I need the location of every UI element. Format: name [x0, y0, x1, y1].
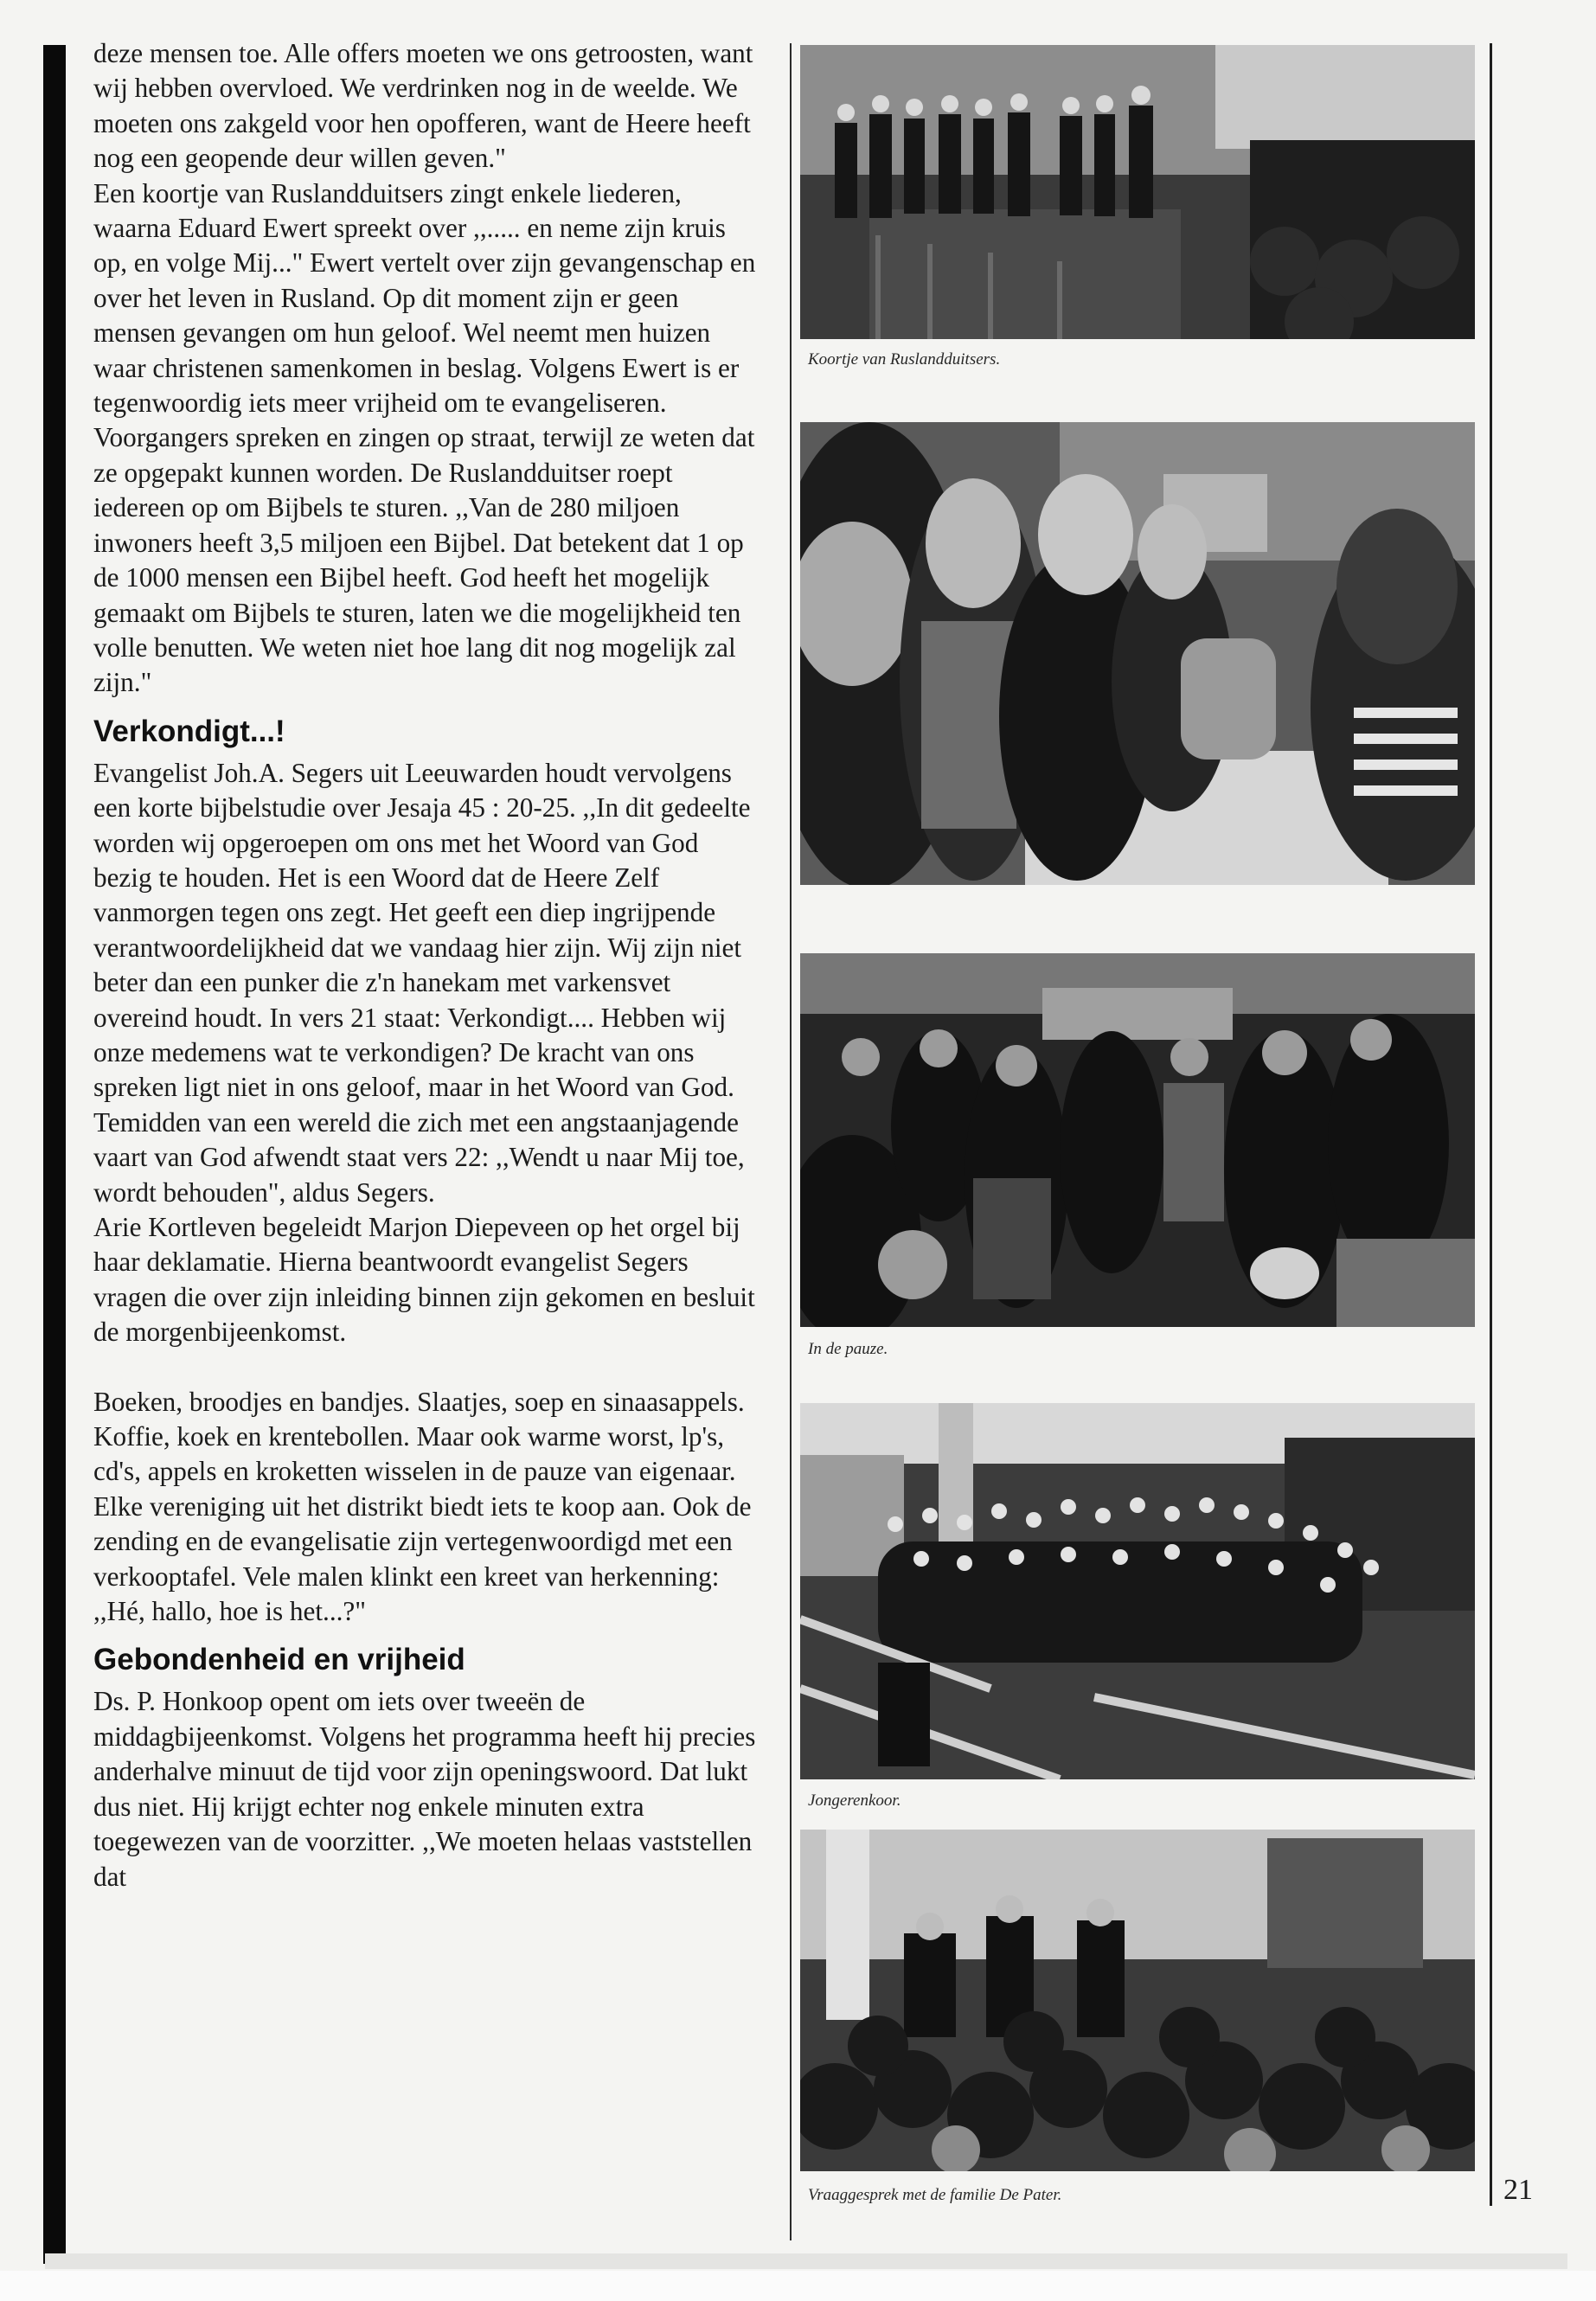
photo-interview-de-pater: [800, 1830, 1475, 2171]
article-paragraph-kortleven: Arie Kortleven begeleidt Marjon Diepeveen op het orgel bij haar deklamatie. Hierna beantwoordt evangelist Segers vragen die over zijn inleiding binnen zijn gekomen en besluit de morgenbijeenkomst.: [93, 1212, 755, 1348]
article-paragraph-honkoop: Ds. P. Honkoop opent om iets over tweeën de middagbijeenkomst. Volgens het programma heeft hij precies anderhalve minuut de tijd voor zijn openingswoord. Dat lukt dus niet. Hij krijgt echter nog enkele minuten extra toegewezen van de voorzitter. ,,We moeten helaas vaststellen dat: [93, 1686, 756, 1892]
photo-pause-image: [800, 953, 1475, 1327]
section-heading-verkondigt: Verkondigt...!: [93, 714, 285, 748]
paragraph-gap: [93, 1350, 760, 1385]
scan-bottom-edge: [0, 2271, 1596, 2301]
photo-interview-image: [800, 1830, 1475, 2171]
section-heading-gebondenheid: Gebondenheid en vrijheid: [93, 1643, 465, 1677]
caption-photo-4: Jongerenkoor.: [808, 1791, 901, 1810]
article-paragraph-intro-2: Een koortje van Ruslandduitsers zingt enkele liederen, waarna Eduard Ewert spreekt over ,,..... en neme zijn kruis op, en volge Mij..." Ewert vertelt over zijn gevangenschap en over het leven in Rusland. Op dit moment zijn er geen mensen gevangen om hun geloof. Wel neemt men huizen waar christenen samenkomen in beslag. Volgens Ewert is er tegenwoordig iets meer vrijheid om te evangeliseren. Voorgangers spreken en zingen op straat, terwijl ze weten dat ze opgepakt kunnen worden. De Ruslandduitser roept iedereen op om Bijbels te sturen. ,,Van de 280 miljoen inwoners heeft 3,5 miljoen een Bijbel. Dat betekent dat 1 op de 1000 mensen een Bijbel heeft. God heeft het mogelijk gemaakt om Bijbels te sturen, laten we die mogelijkheid ten volle benutten. We weten niet hoe lang dit nog mogelijk zal zijn.": [93, 177, 756, 698]
scan-bottom-shade: [45, 2253, 1567, 2269]
photo-youth-choir: [800, 1403, 1475, 1779]
article-text-column: [93, 36, 760, 1894]
article-paragraph-segers: Evangelist Joh.A. Segers uit Leeuwarden houdt vervolgens een korte bijbelstudie over Jesaja 45 : 20-25. ,,In dit gedeelte worden wij opgeroepen om ons met het Woord van God bezig te houden. Het is een Woord dat de Heere Zelf vanmorgen tegen ons zegt. Het geeft een diep ingrijpende verantwoordelijkheid dat we vandaag hier zijn. Wij zijn niet beter dan een punker die z'n hanekam met varkensvet overeind houdt. In vers 21 staat: Verkondigt.... Hebben wij onze medemens wat te verkondigen? De kracht van ons spreken ligt niet in ons geloof, maar in het Woord van God. Temidden van een wereld die zich met een angstaanjagende vaart van God afwendt staat vers 22: ,,Wendt u naar Mij toe, wordt behouden", aldus Segers.: [93, 757, 751, 1208]
photo-choir-ruslandduitsers: [800, 45, 1475, 339]
right-margin-rule: [1490, 43, 1492, 2206]
page-number: 21: [1503, 2174, 1533, 2206]
column-divider: [790, 43, 792, 2240]
caption-photo-5: Vraaggesprek met de familie De Pater.: [808, 2186, 1062, 2204]
photo-food-table: [800, 422, 1475, 885]
caption-photo-3: In de pauze.: [808, 1340, 888, 1358]
photo-pause-crowd: [800, 953, 1475, 1327]
caption-photo-1: Koortje van Ruslandduitsers.: [808, 350, 1001, 369]
photo-choir-image: [800, 45, 1475, 339]
scan-edge-bar: [43, 45, 66, 2264]
article-paragraph-pause: Boeken, broodjes en bandjes. Slaatjes, soep en sinaasappels. Koffie, koek en krentebollen. Maar ook warme worst, lp's, cd's, appels en kroketten wisselen in de pauze van eigenaar. Elke vereniging uit het distrikt biedt iets te koop aan. Ook de zending en de evangelisatie zijn vertegenwoordigd met een verkooptafel. Vele malen klinkt een kreet van herkenning: ,,Hé, hallo, hoe is het...?": [93, 1386, 752, 1627]
photo-food-table-image: [800, 422, 1475, 885]
photo-youth-choir-image: [800, 1403, 1475, 1779]
article-paragraph-intro-1: deze mensen toe. Alle offers moeten we ons getroosten, want wij hebben overvloed. We verdrinken nog in de weelde. We moeten ons zakgeld voor hen opofferen, want de Heere heeft nog een geopende deur willen geven.": [93, 38, 753, 174]
